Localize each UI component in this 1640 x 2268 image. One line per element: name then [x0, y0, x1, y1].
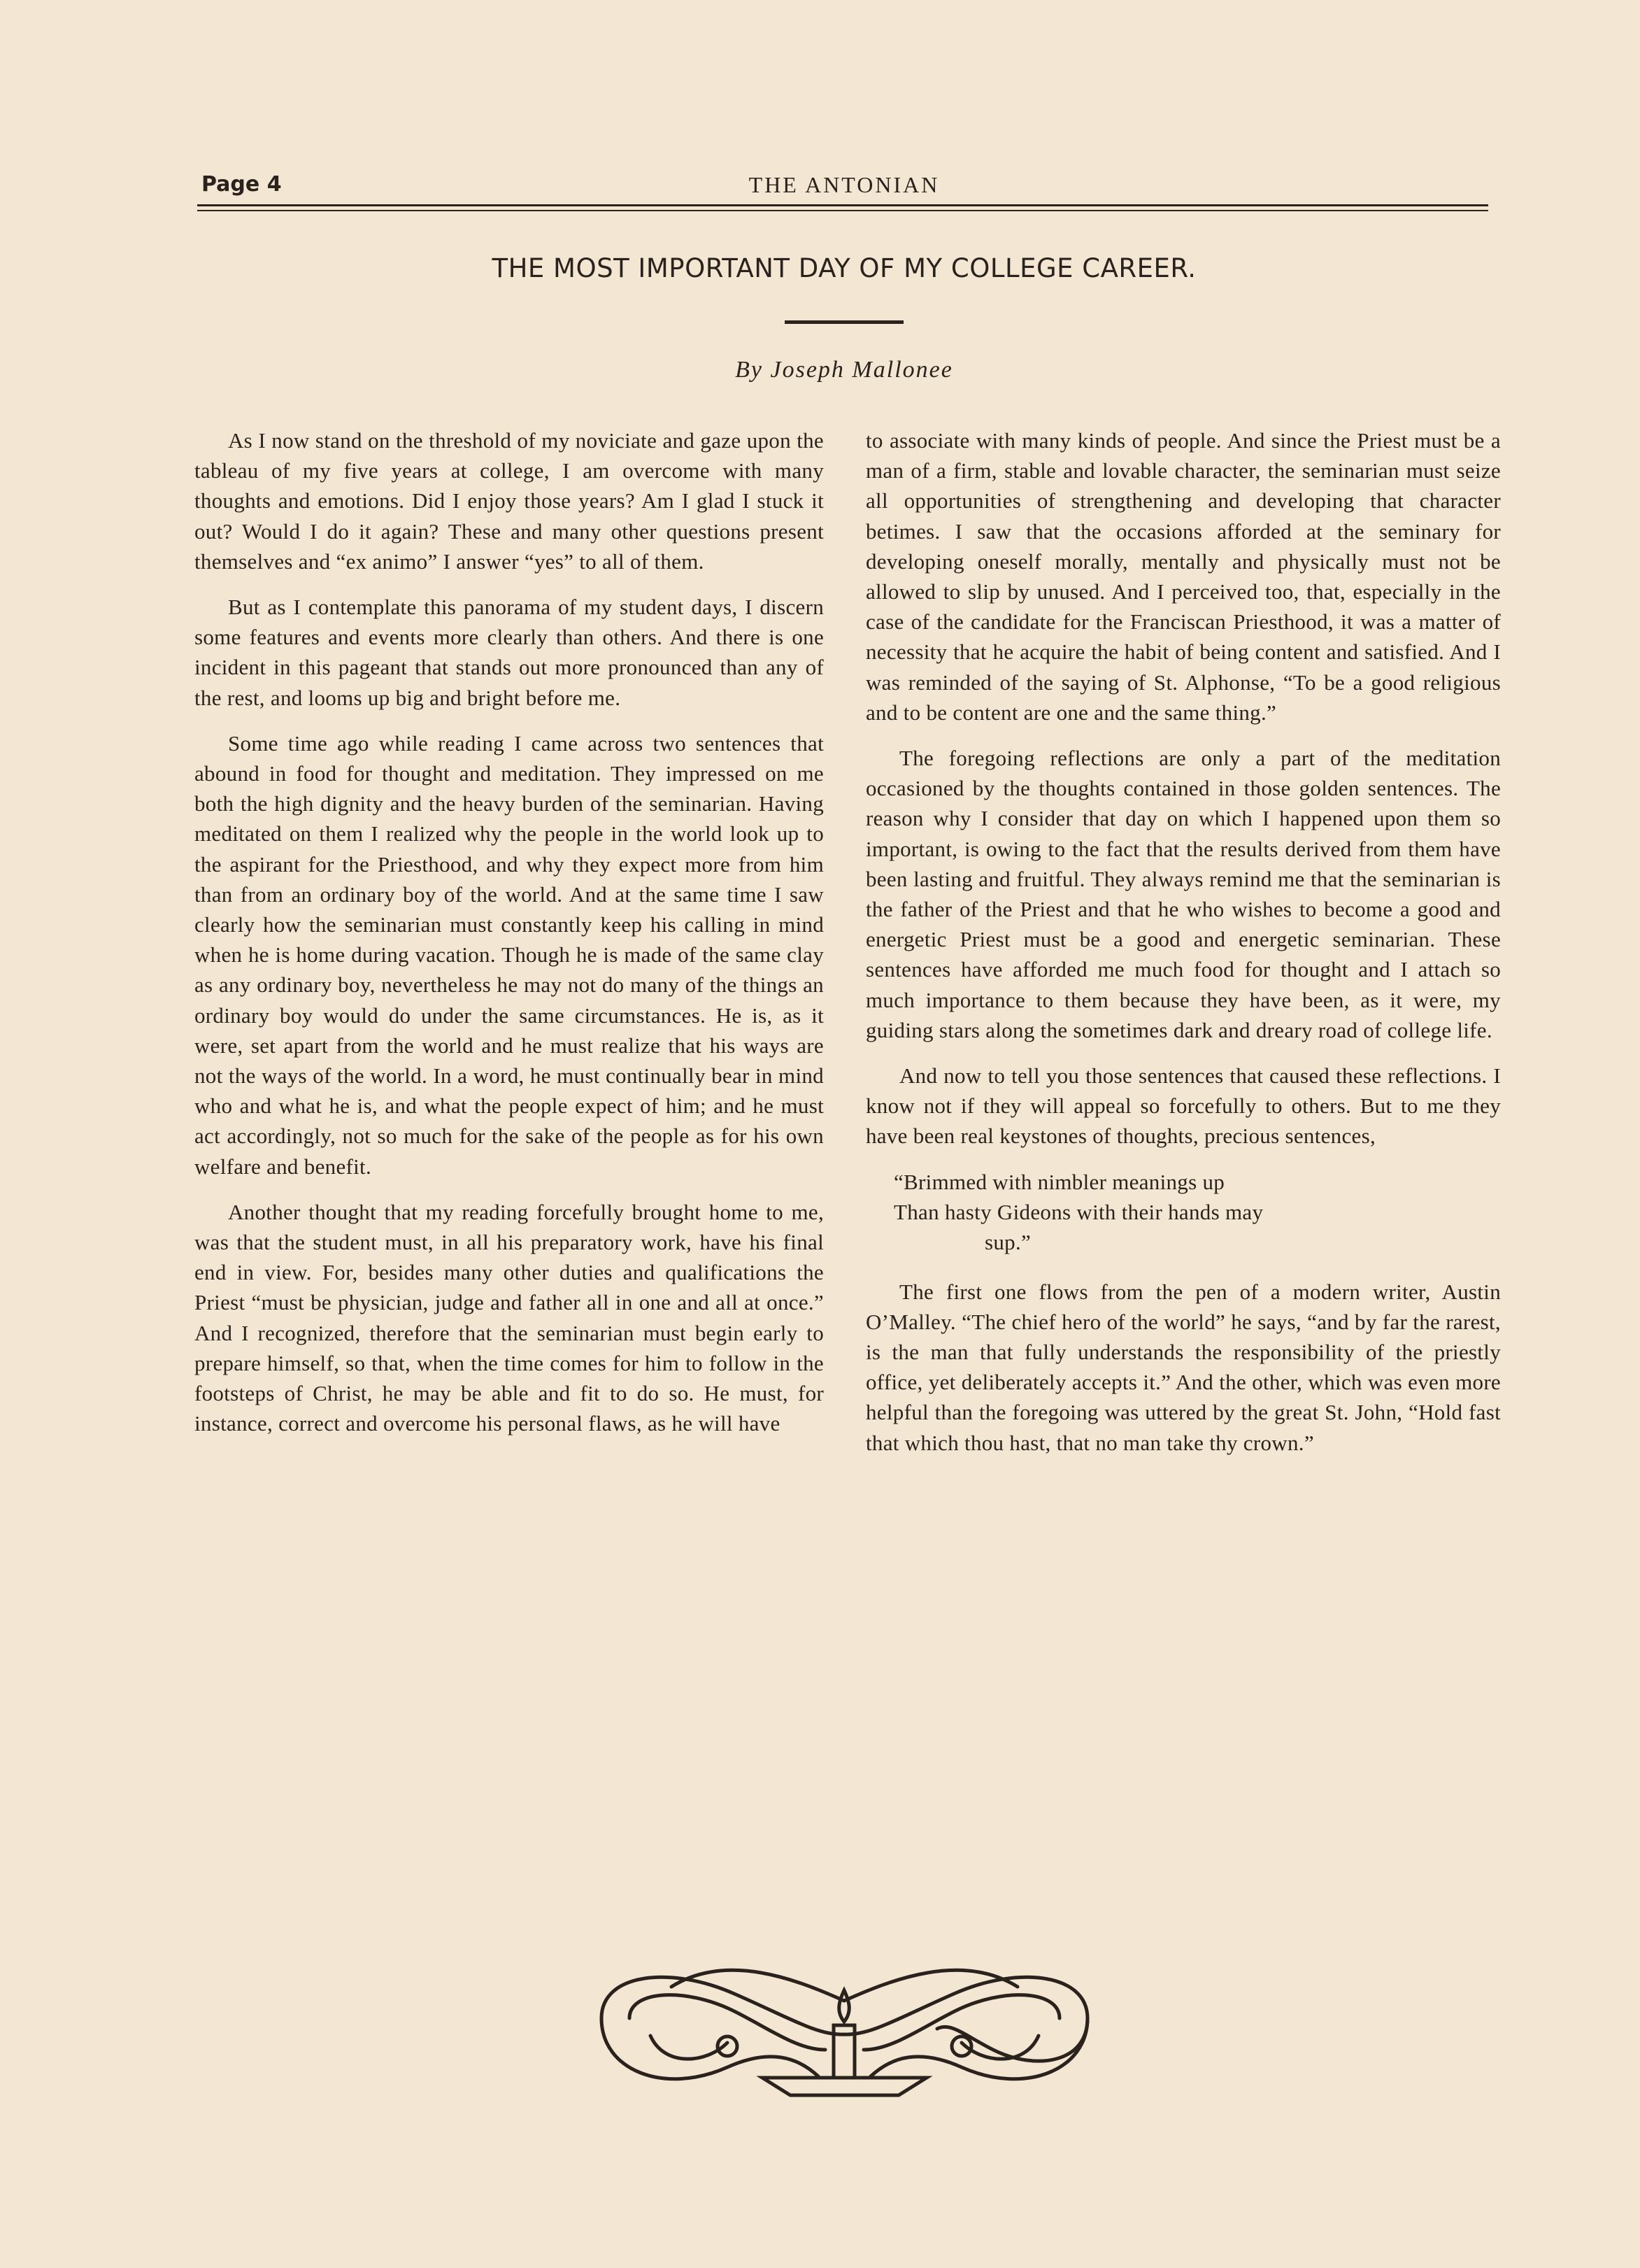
- right-column: [866, 425, 1501, 1473]
- paragraph: As I now stand on the threshold of my noviciate and gaze upon the tableau of my five years at college, I am overcome with many thoughts and emotions. Did I enjoy those years? Am I glad I stuck it out? Would I do it again? These and many other questions present themselves and “ex animo” I answer “yes” to all of them.: [194, 428, 824, 574]
- verse-line: “Brimmed with nimbler meanings up: [894, 1169, 1225, 1194]
- left-column: [194, 425, 824, 1454]
- article-byline: By Joseph Mallonee: [735, 357, 953, 383]
- paragraph: The foregoing reflections are only a part of the meditation occasioned by the thoughts contained in those golden sentences. The reason why I consider that day on which I happened upon them so important, is owing to the fact that the results derived from them have been lasting and fruitful. They always remind me that the seminarian is the father of the Priest and that he who wishes to become a good and energetic Priest must be a good and energetic seminarian. These sentences have afforded me much food for thought and I attach so much importance to them because they have been, as it were, my guiding stars along the sometimes dark and dreary road of college life.: [866, 746, 1501, 1042]
- article-title: THE MOST IMPORTANT DAY OF MY COLLEGE CAREER.: [492, 253, 1197, 283]
- paragraph: But as I contemplate this panorama of my student days, I discern some features and events more clearly than others. And there is one incident in this pageant that stands out more pronounced than any of the rest, and looms up big and bright before me.: [194, 595, 824, 710]
- paragraph: And now to tell you those sentences that caused these reflections. I know not if they will appeal so forcefully to others. But to me they have been real keystones of thoughts, precious sentences,: [866, 1063, 1501, 1149]
- page-header: [201, 172, 1487, 207]
- journal-title: THE ANTONIAN: [748, 172, 940, 197]
- paragraph: Another thought that my reading forcefully brought home to me, was that the student must, in all his preparatory work, have his final end in view. For, besides many other duties and qualifications the Priest “must be physician, judge and father all in one and all at once.” And I recognized, therefore that the seminarian must begin early to prepare himself, so that, when the time comes for him to follow in the footsteps of Christ, he may be able and fit to do so. He must, for instance, correct and overcome his personal flaws, as he will have: [194, 1199, 824, 1436]
- title-divider: [785, 320, 904, 324]
- paragraph: The first one flows from the pen of a modern writer, Austin O’Malley. “The chief hero of the world” he says, “and by far the rarest, is the man that fully understands the responsibility of the priestly office, yet deliberately accepts it.” And the other, which was even more helpful than the foregoing was uttered by the great St. John, “Hold fast that which thou hast, that no man take thy crown.”: [866, 1279, 1501, 1455]
- header-rule-top: [197, 204, 1488, 206]
- paragraph: to associate with many kinds of people. And since the Priest must be a man of a firm, stable and lovable character, the seminarian must seize all opportunities of strengthening and developing that character betimes. I saw that the occasions afforded at the seminary for developing oneself morally, mentally and physically must not be allowed to slip by unused. And I perceived too, that, especially in the case of the candidate for the Franciscan Priesthood, it was a matter of necessity that he acquire the habit of being content and satisfied. And I was reminded of the saying of St. Alphonse, “To be a good religious and to be content are one and the same thing.”: [866, 428, 1501, 725]
- paragraph: Some time ago while reading I came across two sentences that abound in food for thought and meditation. They impressed on me both the high dignity and the heavy burden of the seminarian. Having meditated on them I realized why the people in the world look up to the aspirant for the Priesthood, and why they expect more from him than from an ordinary boy of the world. And at the same time I saw clearly how the seminarian must constantly keep his calling in mind when he is home during vacation. Though he is made of the same clay as any ordinary boy, nevertheless he may not do many of the things an ordinary boy would do under the same circumstances. He is, as it were, set apart from the world and he must realize that his ways are not the ways of the world. In a word, he must continually bear in mind who and what he is, and what the people expect of him; and he must act accordingly, not so much for the sake of the people as for his own welfare and benefit.: [194, 730, 824, 1179]
- candle-scroll-ornament-icon: [587, 1952, 1101, 2113]
- quoted-verse: [866, 1167, 1501, 1257]
- verse-line: Than hasty Gideons with their hands may: [894, 1199, 1264, 1224]
- page-number: Page 4: [201, 172, 282, 197]
- verse-line: sup.”: [985, 1229, 1032, 1254]
- header-rule-bottom: [197, 210, 1488, 211]
